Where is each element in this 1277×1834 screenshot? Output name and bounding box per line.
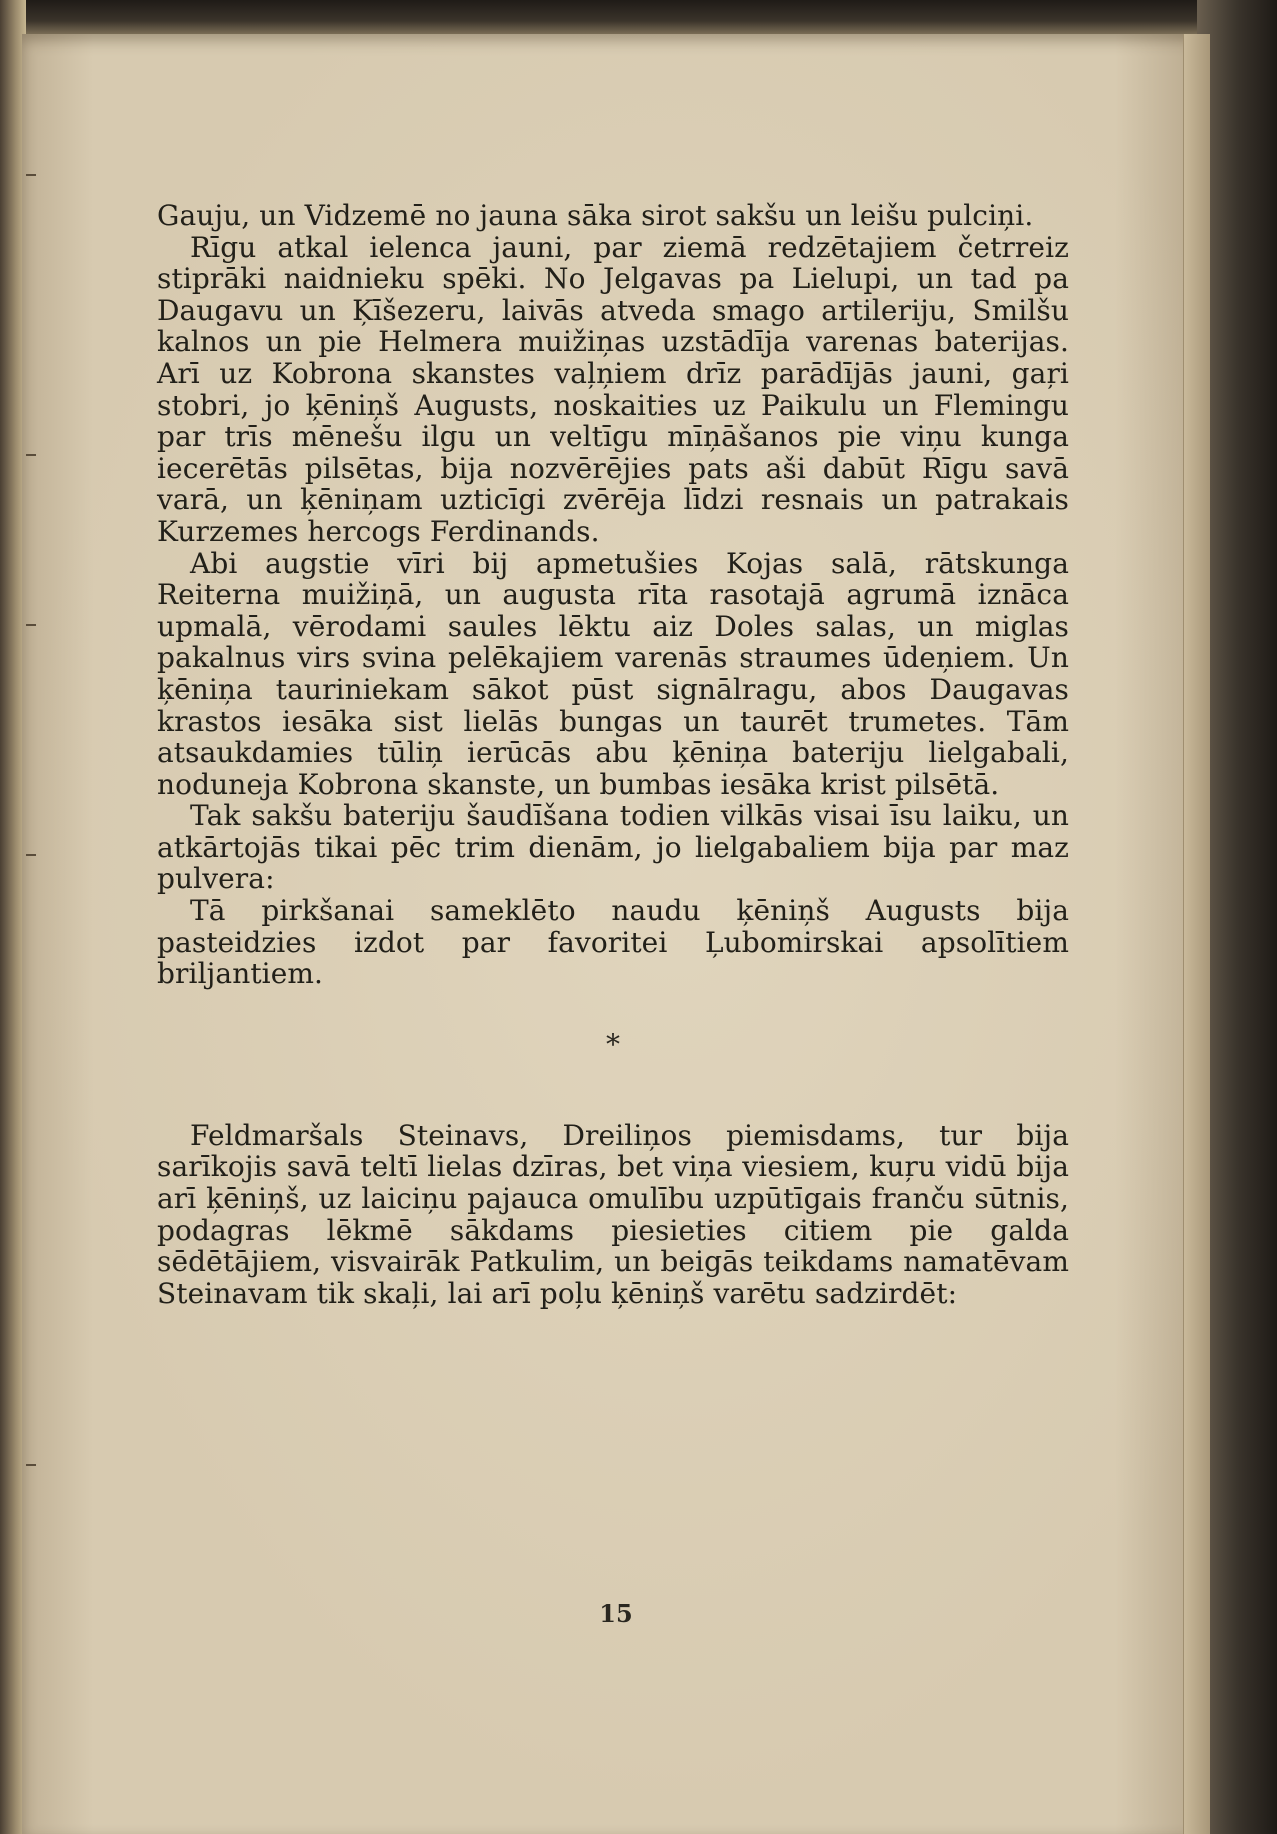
book-top-edge — [0, 0, 1277, 38]
book-page — [22, 34, 1210, 1834]
paragraph: Feldmaršals Steinavs, Dreiliņos piemisdams, tur bija sarīkojis savā teltī lielas dzīras, bet viņa viesiem, kuŗu vidū bija arī ķēniņš, uz laiciņu pajauca omulību uzpūtīgais franču sūtnis, podagras lēkmē sākdams piesieties citiem pie galda sēdētājiem, visvairāk Patkulim, un beigās teikdams namatēvam Steinavam tik skaļi, lai arī poļu ķēniņš varētu sadzirdēt: — [157, 1118, 1069, 1310]
paragraph: Abi augstie vīri bij apmetušies Kojas salā, rātskunga Reiterna muižiņā, un augusta rīta rasotajā agrumā iznāca upmalā, vērodami saules lēktu aiz Doles salas, un miglas pakalnus virs svina pelēkajiem varenās straumes ūdeņiem. Un ķēniņa tauriniekam sākot pūst signālragu, abos Daugavas krastos iesāka sist lielās bungas un taurēt trumetes. Tām atsaukdamies tūliņ ierūcās abu ķēniņa bateriju lielgabali, noduneja Kobrona skanste, un bumbas iesāka krist pilsētā. — [157, 546, 1069, 801]
margin-tick — [26, 174, 36, 176]
margin-tick — [26, 454, 36, 456]
page-number: 15 — [599, 1599, 633, 1628]
paragraph: Rīgu atkal ielenca jauni, par ziemā redzētajiem četrreiz stiprāki naidnieku spēki. No Jelgavas pa Lielupi, un tad pa Daugavu un Ķīšezeru, laivās atveda smago artileriju, Smilšu kalnos un pie Helmera muižiņas uzstādīja varenas baterijas. Arī uz Kobrona skanstes vaļņiem drīz parādījās jauni, gaŗi stobri, jo ķēniņš Augusts, noskaities uz Paikulu un Flemingu par trīs mēnešu ilgu un veltīgu mīņāšanos pie viņu kunga iecerētās pilsētas, bija nozvērējies pats aši dabūt Rīgu savā varā, un ķēniņam uzticīgi zvērēja līdzi resnais un patrakais Kurzemes hercogs Ferdinands. — [157, 230, 1069, 548]
paragraph: Tak sakšu bateriju šaudīšana todien vilkās visai īsu laiku, un atkārtojās tikai pēc trim dienām, jo lielgabaliem bija par maz pulvera: — [157, 799, 1069, 896]
margin-tick — [26, 854, 36, 856]
section-divider: * — [605, 1027, 621, 1061]
body-text — [157, 200, 1069, 1309]
paragraph: Gauju, un Vidzemē no jauna sāka sirot sakšu un leišu pulciņi. — [157, 199, 1034, 232]
paragraph: Tā pirkšanai sameklēto naudu ķēniņš Augusts bija pasteidzies izdot par favoritei Ļubomirskai apsolītiem briljantiem. — [157, 894, 1069, 991]
margin-tick — [26, 624, 36, 626]
page-fore-edge — [1183, 34, 1210, 1834]
margin-tick — [26, 1464, 36, 1466]
